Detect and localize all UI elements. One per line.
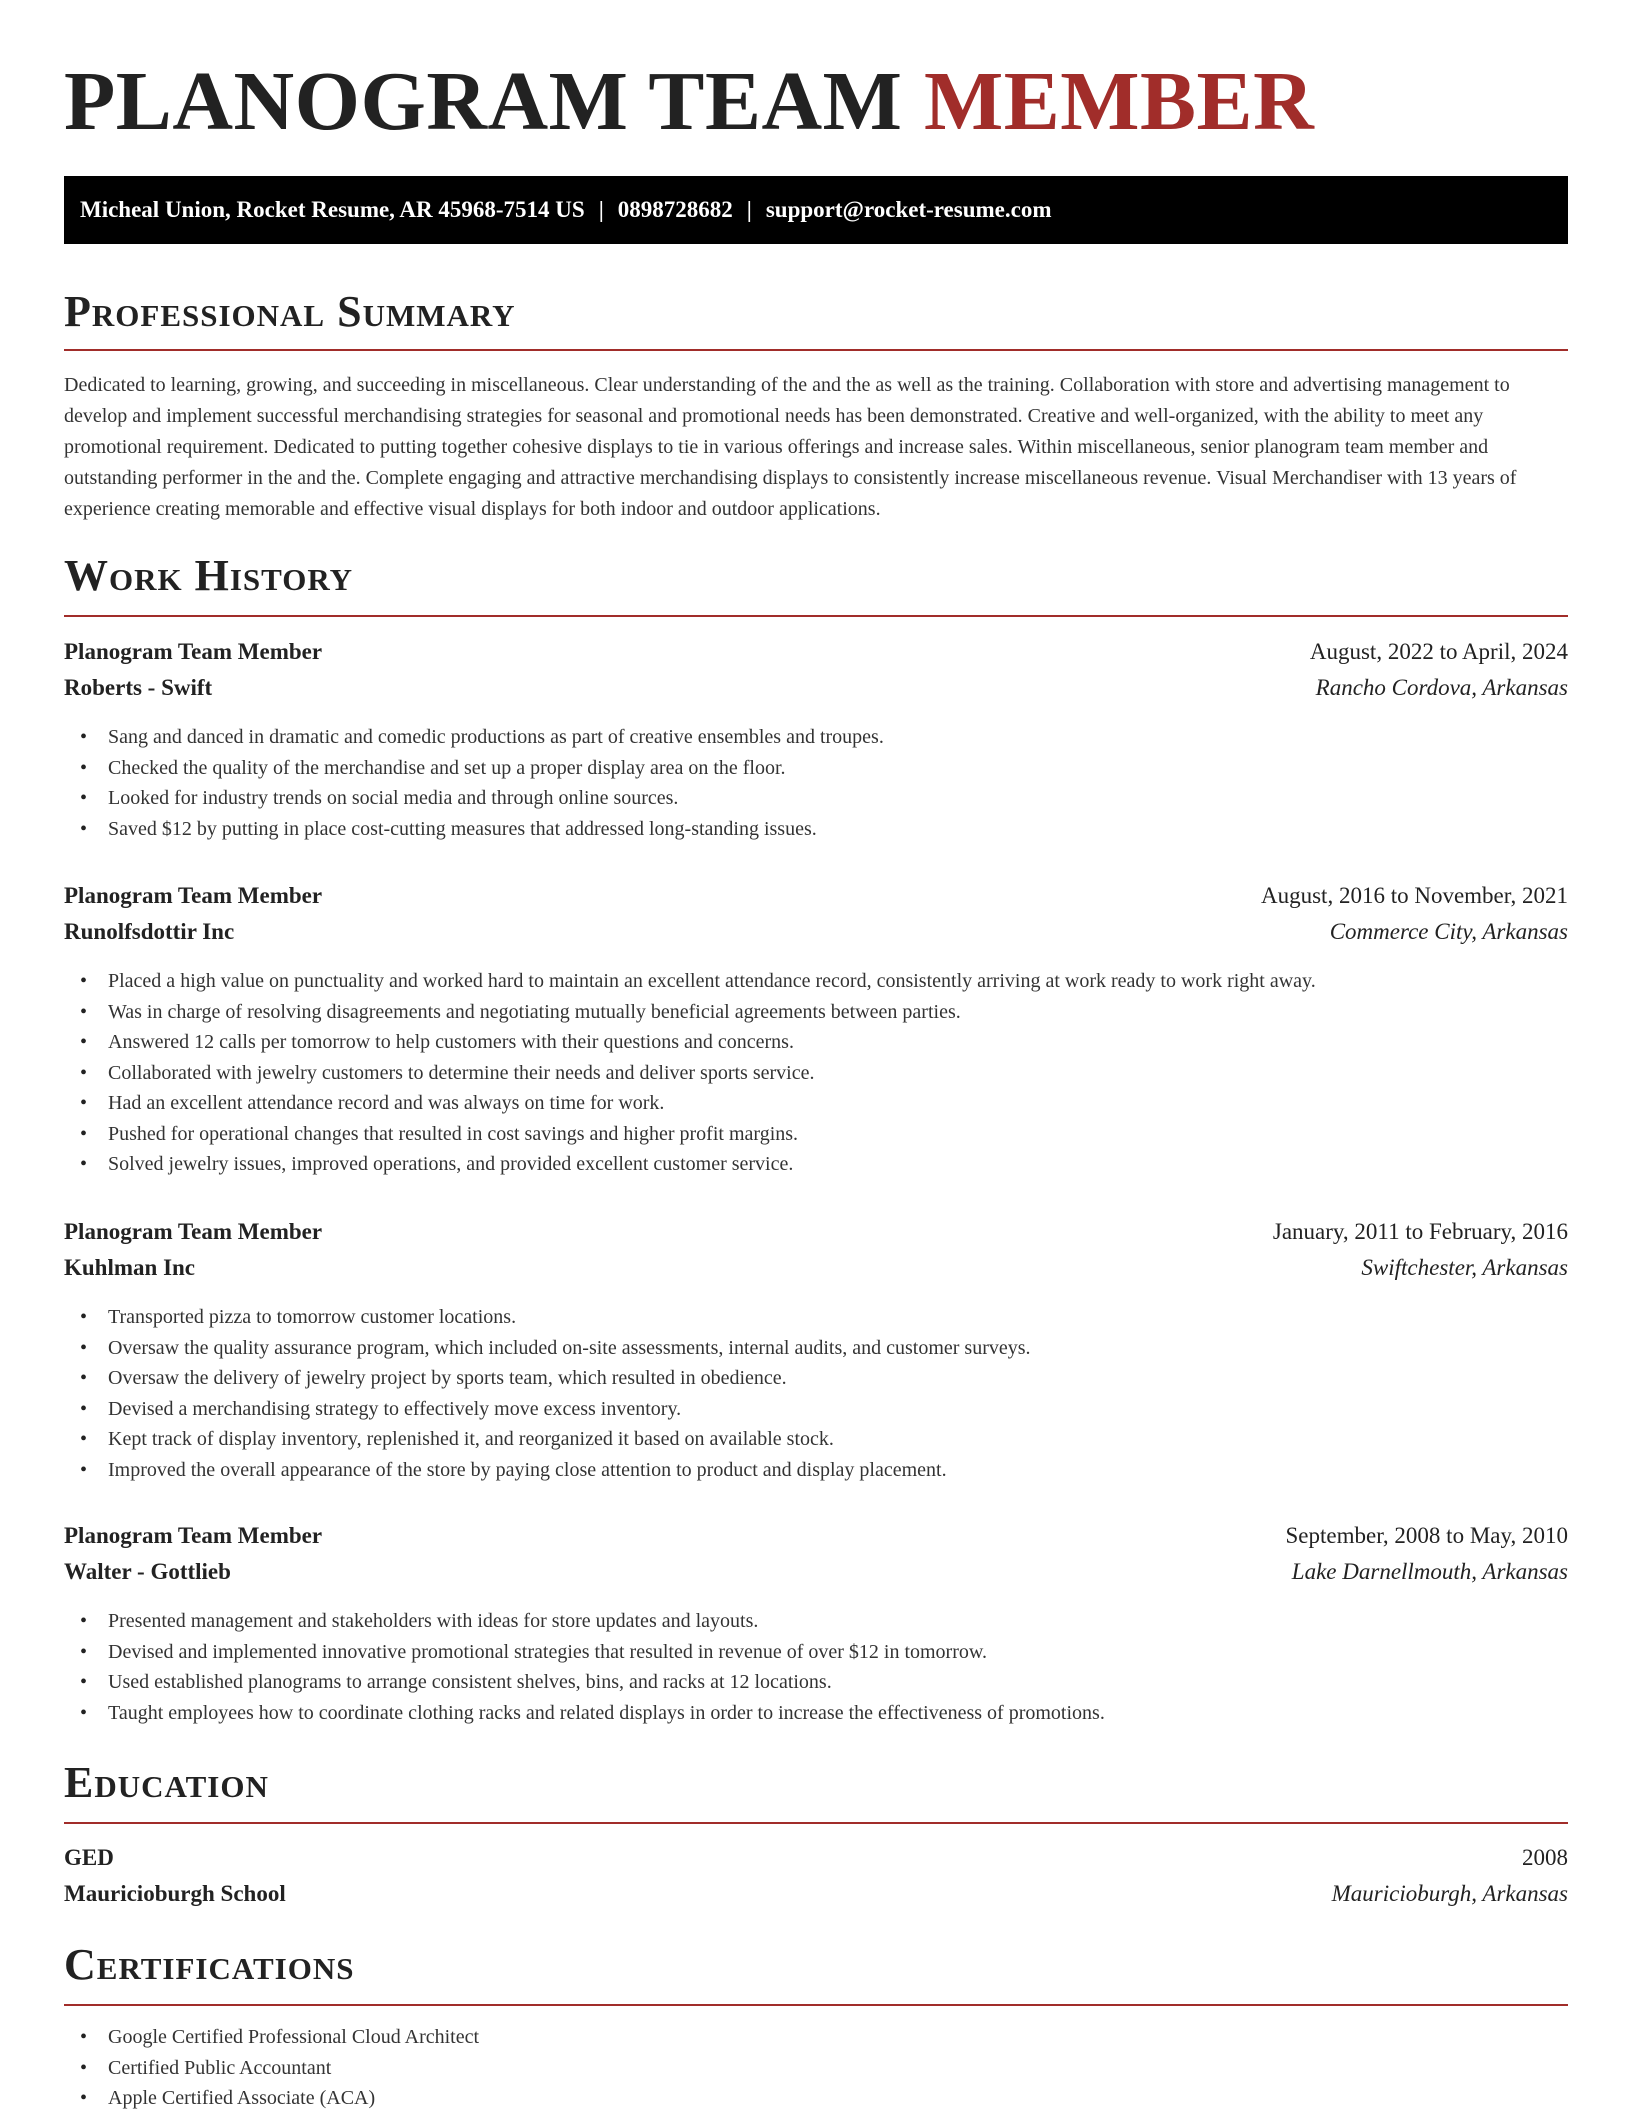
job-title: Planogram Team Member xyxy=(64,1219,323,1244)
job-bullet: • Checked the quality of the merchandise and set up a proper display area on the floor. xyxy=(64,753,1568,784)
job-company: Walter - Gottlieb xyxy=(64,1559,231,1584)
job-bullet: • Solved jewelry issues, improved operations, and provided excellent customer service. xyxy=(64,1149,1568,1180)
job-header-row xyxy=(64,1518,1568,1554)
job-header-row xyxy=(64,634,1568,670)
section-divider xyxy=(64,2004,1568,2006)
job-header-row xyxy=(64,878,1568,914)
certification-item: • Google Certified Professional Cloud Architect xyxy=(64,2022,1568,2053)
job-bullet-list xyxy=(64,966,1568,1180)
job-dates: August, 2016 to November, 2021 xyxy=(1261,883,1568,908)
education-location: Mauricioburgh, Arkansas xyxy=(1331,1881,1568,1906)
job-company-row xyxy=(64,1250,1568,1286)
section-heading-work-history: Work History xyxy=(64,551,354,600)
job-bullet: • Pushed for operational changes that resulted in cost savings and higher profit margins. xyxy=(64,1119,1568,1150)
job-bullet: • Presented management and stakeholders with ideas for store updates and layouts. xyxy=(64,1606,1568,1637)
education-school: Mauricioburgh School xyxy=(64,1881,286,1906)
section-divider xyxy=(64,1822,1568,1824)
contact-email: support@rocket-resume.com xyxy=(765,197,1052,222)
certification-item: • Certified Public Accountant xyxy=(64,2053,1568,2084)
resume-title xyxy=(64,52,1314,152)
job-bullet: • Transported pizza to tomorrow customer locations. xyxy=(64,1302,1568,1333)
job-dates: August, 2022 to April, 2024 xyxy=(1309,639,1568,664)
job-bullet: • Devised a merchandising strategy to effectively move excess inventory. xyxy=(64,1394,1568,1425)
job-company-row xyxy=(64,670,1568,706)
job-title: Planogram Team Member xyxy=(64,1523,323,1548)
job-location: Swiftchester, Arkansas xyxy=(1361,1255,1568,1280)
job-dates: September, 2008 to May, 2010 xyxy=(1285,1523,1568,1548)
job-bullet: • Oversaw the quality assurance program, which included on-site assessments, internal audits, and customer surveys. xyxy=(64,1333,1568,1364)
contact-bar xyxy=(64,176,1568,244)
section-heading-education: Education xyxy=(64,1758,269,1807)
contact-separator: | xyxy=(598,197,604,222)
job-bullet: • Was in charge of resolving disagreements and negotiating mutually beneficial agreements between parties. xyxy=(64,997,1568,1028)
section-divider xyxy=(64,349,1568,351)
job-title: Planogram Team Member xyxy=(64,883,323,908)
job-bullet: • Had an excellent attendance record and was always on time for work. xyxy=(64,1088,1568,1119)
contact-separator: | xyxy=(746,197,752,222)
section-divider xyxy=(64,615,1568,617)
education-degree-row xyxy=(64,1840,1568,1876)
job-bullet: • Answered 12 calls per tomorrow to help customers with their questions and concerns. xyxy=(64,1027,1568,1058)
job-company: Runolfsdottir Inc xyxy=(64,919,235,944)
job-bullet: • Used established planograms to arrange consistent shelves, bins, and racks at 12 locations. xyxy=(64,1667,1568,1698)
job-bullet-list xyxy=(64,722,1568,844)
job-bullet: • Sang and danced in dramatic and comedic productions as part of creative ensembles and troupes. xyxy=(64,722,1568,753)
job-bullet-list xyxy=(64,1302,1568,1485)
job-company-row xyxy=(64,1554,1568,1590)
section-heading-summary: Professional Summary xyxy=(64,287,516,336)
certification-item: • Apple Certified Associate (ACA) xyxy=(64,2083,1568,2114)
education-degree: GED xyxy=(64,1845,114,1870)
job-company-row xyxy=(64,914,1568,950)
title-accent: MEMBER xyxy=(923,55,1315,148)
job-header-row xyxy=(64,1214,1568,1250)
job-bullet: • Saved $12 by putting in place cost-cutting measures that addressed long-standing issues. xyxy=(64,814,1568,845)
job-title: Planogram Team Member xyxy=(64,639,323,664)
education-year: 2008 xyxy=(1522,1845,1568,1870)
job-bullet: • Looked for industry trends on social media and through online sources. xyxy=(64,783,1568,814)
section-heading-certifications: Certifications xyxy=(64,1940,355,1989)
job-location: Commerce City, Arkansas xyxy=(1329,919,1568,944)
job-bullet: • Taught employees how to coordinate clothing racks and related displays in order to increase the effectiveness of promotions. xyxy=(64,1698,1568,1729)
job-company: Roberts - Swift xyxy=(64,675,213,700)
job-bullet-list xyxy=(64,1606,1568,1728)
job-bullet: • Oversaw the delivery of jewelry project by sports team, which resulted in obedience. xyxy=(64,1363,1568,1394)
job-bullet: • Kept track of display inventory, replenished it, and reorganized it based on available stock. xyxy=(64,1424,1568,1455)
title-main: PLANOGRAM TEAM xyxy=(64,55,903,148)
job-bullet: • Placed a high value on punctuality and worked hard to maintain an excellent attendance record, consistently arriving at work ready to work right away. xyxy=(64,966,1568,997)
job-dates: January, 2011 to February, 2016 xyxy=(1272,1219,1568,1244)
summary-text: Dedicated to learning, growing, and succeeding in miscellaneous. Clear understanding of the and the as well as the training. Collaboration with store and advertising management to develop and implement successful merchandising strategies for seasonal and promotional needs has been demonstrated. Creative and well-organized, with the ability to meet any promotional requirement. Dedicated to putting together cohesive displays to tie in various offerings and increase sales. Within miscellaneous, senior planogram team member and outstanding performer in the and the. Complete engaging and attractive merchandising displays to consistently increase miscellaneous revenue. Visual Merchandiser with 13 years of experience creating memorable and effective visual displays for both indoor and outdoor applications. xyxy=(64,374,1517,520)
contact-phone: 0898728682 xyxy=(617,197,733,222)
job-company: Kuhlman Inc xyxy=(64,1255,196,1280)
certification-list xyxy=(64,2022,1568,2114)
education-school-row xyxy=(64,1876,1568,1912)
job-bullet: • Improved the overall appearance of the store by paying close attention to product and display placement. xyxy=(64,1455,1568,1486)
job-location: Lake Darnellmouth, Arkansas xyxy=(1291,1559,1568,1584)
job-bullet: • Devised and implemented innovative promotional strategies that resulted in revenue of over $12 in tomorrow. xyxy=(64,1637,1568,1668)
job-location: Rancho Cordova, Arkansas xyxy=(1315,675,1568,700)
contact-address: Micheal Union, Rocket Resume, AR 45968-7514 US xyxy=(80,197,585,222)
job-bullet: • Collaborated with jewelry customers to determine their needs and deliver sports service. xyxy=(64,1058,1568,1089)
